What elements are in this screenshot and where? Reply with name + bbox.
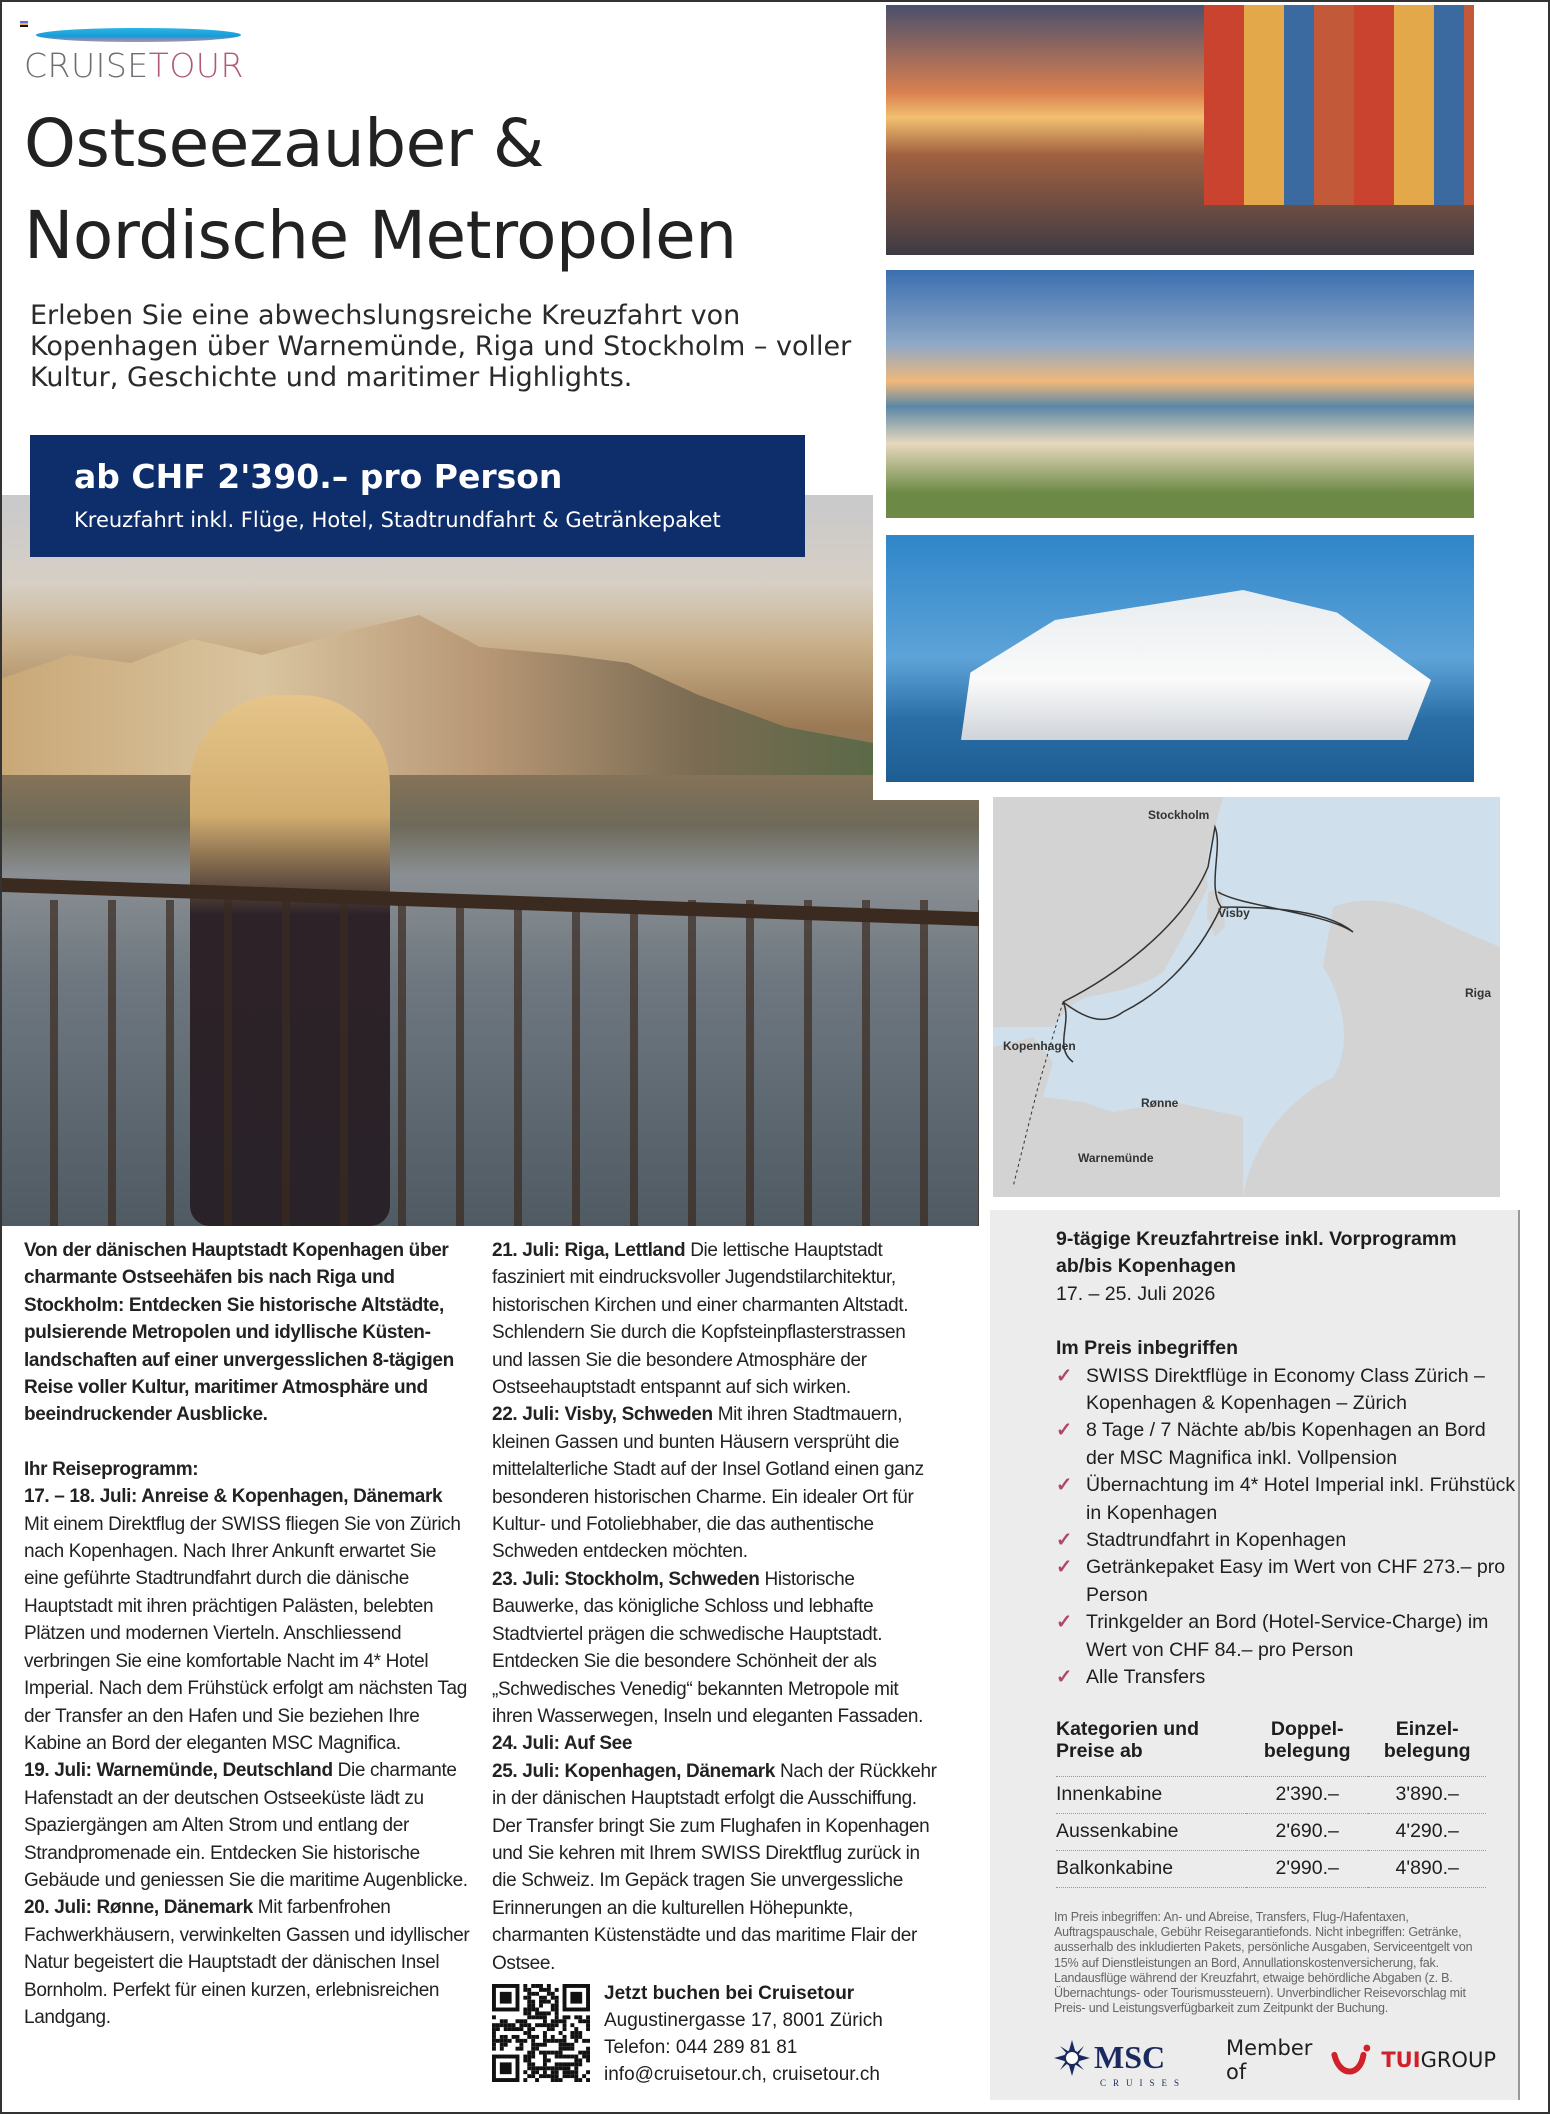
day-text: Mit farbenfrohen Fachwerkhäusern, verwinkelten Gassen und idyllischer Natur begeistert die Hauptstadt der dänischen Insel Bornholm. Perfekt für einen kurzen, erlebnisreichen Landgang.: [24, 1897, 470, 2028]
table-row: [1056, 1813, 1486, 1850]
map-label-ronne: Rønne: [1141, 1096, 1179, 1110]
included-item: ✓ SWISS Direktflüge in Economy Class Zürich – Kopenhagen & Kopenhagen – Zürich: [1056, 1364, 1485, 1415]
booking-contact[interactable]: info@cruisetour.ch, cruisetour.ch: [604, 2064, 880, 2085]
colorful-houses: [1204, 5, 1474, 205]
land-sweden: [993, 797, 1223, 1027]
map-label-warnemuende: Warnemünde: [1078, 1151, 1154, 1165]
city-skyline: [0, 615, 873, 775]
map-label-stockholm: Stockholm: [1148, 808, 1210, 822]
day-title: 22. Juli: Visby, Schweden: [492, 1404, 713, 1426]
map-label-visby: Visby: [1218, 906, 1250, 920]
trip-title-2: ab/bis Kopenhagen: [1056, 1255, 1236, 1278]
cabin-category: Balkonkabine: [1056, 1850, 1246, 1887]
checkmark-icon: ✓: [1056, 1529, 1073, 1552]
map-label-kopenhagen: Kopenhagen: [1003, 1039, 1076, 1053]
tui-wordmark: TUI: [1381, 2048, 1421, 2072]
day-entry: [492, 1730, 940, 1757]
day-text: Die charmante Hafenstadt an der deutschen Ostseeküste lädt zu Spaziergängen am Alten Strom und entlang der Strandpromenade ein. Entdecken Sie historische Gebäude und geniessen Sie die maritime Augenblicke.: [24, 1760, 468, 1891]
checkmark-icon: ✓: [1056, 1419, 1073, 1442]
included-item: ✓ Übernachtung im 4* Hotel Imperial inkl. Frühstück in Kopenhagen: [1056, 1474, 1516, 1524]
booking-heading: Jetzt buchen bei Cruisetour: [604, 1983, 855, 2004]
price-banner: [30, 435, 805, 557]
railing: [0, 900, 979, 1226]
checkmark-icon: ✓: [1056, 1556, 1073, 1579]
qr-code[interactable]: [492, 1984, 590, 2082]
included-item: ✓ Alle Transfers: [1056, 1664, 1518, 1691]
booking-address: Augustinergasse 17, 8001 Zürich: [604, 2010, 883, 2031]
ship-shape: [961, 590, 1431, 740]
checkmark-icon: ✓: [1056, 1611, 1073, 1634]
logo-word-cruise: CRUISE: [24, 46, 149, 85]
title-line-2: Nordische Metropolen: [24, 197, 737, 274]
day-title: 25. Juli: Kopenhagen, Dänemark: [492, 1760, 776, 1782]
lead-text: Von der dänischen Hauptstadt Kopenhagen über charmante Ostseehäfen bis nach Riga und Stockholm: Entdecken Sie historische Altstädte, pulsierende Metropolen und idyllische Küstenlandschaften auf einer unvergesslichen 8-tägigen Reise voller Kultur, maritimer Atmosphäre und beeindruckender Ausblicke.: [24, 1240, 454, 1426]
cabin-category: Aussenkabine: [1056, 1813, 1246, 1850]
day-text: Mit ihren Stadtmauern, kleinen Gassen und bunten Häusern versprüht die mittelalterliche Stadt auf der Insel Gotland einen ganz besonderen historischen Charme. Ein idealer Ort für Kultur- und Fotoliebhaber, die das authentische Schweden entdecken möchten.: [492, 1404, 924, 1563]
price-single: 4'890.–: [1368, 1850, 1486, 1887]
day-text: Nach der Rückkehr in der dänischen Hauptstadt erfolgt die Ausschiffung. Der Transfer bringt Sie zum Flughafen in Kopenhagen und Sie kehren mit Ihrem SWISS Direktflug zurück in die Schweiz. Im Gepäck tragen Sie unvergessliche Erinnerungen an die kulturellen Höhepunkte, charmanten Küstenstädte und das maritime Flair der Ostsee.: [492, 1760, 937, 1974]
page-title: [24, 98, 737, 282]
price-double: 2'690.–: [1246, 1813, 1368, 1850]
day-title: 19. Juli: Warnemünde, Deutschland: [24, 1760, 333, 1782]
tui-group-logo: [1226, 2036, 1496, 2084]
price-single: 3'890.–: [1368, 1776, 1486, 1813]
land-baltics: [1243, 901, 1500, 1197]
group-wordmark: GROUP: [1420, 2048, 1496, 2072]
day-text: Mit einem Direktflug der SWISS fliegen Sie von Zürich nach Kopenhagen. Nach Ihrer Ankunft erwartet Sie eine geführte Stadtrundfahrt durch die dänische Hauptstadt mit ihren prächtigen Palästen, belebten Plätzen und modernen Vierteln. Anschliessend verbringen Sie eine komfortable Nacht im 4* Hotel Imperial. Nach dem Frühstück erfolgt am nächsten Tag der Transfer an den Hafen und Sie beziehen Ihre Kabine an Bord der eleganten MSC Magnifica.: [24, 1513, 467, 1754]
day-text: Die lettische Hauptstadt fasziniert mit eindrucksvoller Jugendstilarchitektur, historischen Kirchen und einer charmanten Altstadt. Schlendern Sie durch die Kopfsteinpflasterstrassen und lassen Sie die besondere Atmosphäre der Ostseehauptstadt entspannt auf sich wirken.: [492, 1240, 909, 1399]
header-double: Doppel-belegung: [1263, 1717, 1351, 1762]
tui-smile-icon: [1331, 2040, 1374, 2080]
text-column-1: [24, 1237, 472, 2031]
day-entry: [24, 1483, 472, 1757]
header-single: Einzel-belegung: [1383, 1717, 1471, 1762]
msc-sub: CRUISES: [1100, 2078, 1187, 2088]
day-entry: [492, 1237, 940, 1401]
checkmark-icon: ✓: [1056, 1666, 1073, 1689]
program-heading: Ihr Reiseprogramm:: [24, 1458, 199, 1480]
included-list: [1056, 1363, 1518, 1692]
route-map: [993, 797, 1500, 1197]
included-item: ✓ Trinkgelder an Bord (Hotel-Service-Charge) im Wert von CHF 84.– pro Person: [1056, 1611, 1489, 1661]
checkmark-icon: ✓: [1056, 1474, 1073, 1497]
stockholm-photo: [0, 495, 979, 1226]
fine-print: Im Preis inbegriffen: An- und Abreise, Transfers, Flug-/Hafentaxen, Auftragspauschale, Gebühr Reisegarantiefonds. Nicht inbegriffen: Getränke, ausserhalb des inkludierten Pakets, persönliche Ausgaben, Serviceentgelt von 15% auf Dienstleistungen an Bord, Annullationskostenversicherung, fak. Landausflüge während der Kreuzfahrt, etwaige behördliche Abgaben (z. B. Übernachtungs- oder Tourismussteuern). Unverbindlicher Reisevorschlag mit Preis- und Leistungsverfügbarkeit zum Zeitpunkt der Buchung.: [1054, 1910, 1473, 2016]
logo-wordmark: [24, 46, 244, 85]
day-title: 17. – 18. Juli: Anreise & Kopenhagen, Dänemark: [24, 1486, 443, 1508]
beach-photo: [886, 270, 1474, 518]
title-line-1: Ostseezauber &: [24, 105, 544, 182]
included-item: ✓ Stadtrundfahrt in Kopenhagen: [1056, 1527, 1518, 1554]
included-heading: Im Preis inbegriffen: [1056, 1337, 1239, 1360]
msc-cruises-logo: [1052, 2036, 1192, 2090]
msc-wordmark: MSC: [1094, 2039, 1166, 2075]
intro-text: Erleben Sie eine abwechslungsreiche Kreuzfahrt von Kopenhagen über Warnemünde, Riga und Stockholm – voller Kultur, Geschichte und maritimer Highlights.: [30, 300, 852, 393]
trip-dates: 17. – 25. Juli 2026: [1056, 1282, 1216, 1305]
member-of-label: Member of: [1226, 2036, 1313, 2084]
price-table: [1056, 1718, 1486, 1888]
price-double: 2'390.–: [1246, 1776, 1368, 1813]
day-title: 23. Juli: Stockholm, Schweden: [492, 1568, 760, 1590]
compass-icon: [1054, 2040, 1090, 2076]
table-row: [1056, 1776, 1486, 1813]
header-category: Kategorien und Preise ab: [1056, 1717, 1200, 1762]
included-item: ✓ Getränkepaket Easy im Wert von CHF 273.– pro Person: [1056, 1556, 1506, 1606]
price-single: 4'290.–: [1368, 1813, 1486, 1850]
land-denmark-germany: [993, 1037, 1243, 1197]
cruisetour-logo: [24, 24, 254, 84]
day-entry: [24, 1757, 472, 1894]
booking-phone[interactable]: Telefon: 044 289 81 81: [604, 2037, 798, 2058]
day-title: 20. Juli: Rønne, Dänemark: [24, 1897, 253, 1919]
map-label-riga: Riga: [1465, 986, 1492, 1000]
booking-info: [492, 1980, 932, 2085]
trip-title: 9-tägige Kreuzfahrtreise inkl. Vorprogramm: [1056, 1228, 1457, 1250]
price-double: 2'990.–: [1246, 1850, 1368, 1887]
cabin-category: Innenkabine: [1056, 1776, 1246, 1813]
table-row: [1056, 1850, 1486, 1887]
cruise-ship-photo: [886, 535, 1474, 782]
logo-wave: [35, 28, 242, 42]
price-subline: Kreuzfahrt inkl. Flüge, Hotel, Stadtrundfahrt & Getränkepaket: [74, 508, 721, 532]
checkmark-icon: ✓: [1056, 1364, 1073, 1387]
day-entry: [492, 1401, 940, 1565]
day-title: 24. Juli: Auf See: [492, 1733, 633, 1755]
copenhagen-nyhavn-photo: [886, 5, 1474, 255]
day-entry: [24, 1894, 472, 2031]
text-column-2: [492, 1237, 940, 1977]
day-entry: [492, 1758, 940, 1977]
day-entry: [492, 1566, 940, 1730]
price-headline: ab CHF 2'390.– pro Person: [74, 457, 563, 496]
included-item: ✓ 8 Tage / 7 Nächte ab/bis Kopenhagen an Bord der MSC Magnifica inkl. Vollpension: [1056, 1419, 1486, 1469]
logo-word-tour: TOUR: [148, 46, 244, 85]
day-text: Historische Bauwerke, das königliche Schloss und lebhafte Stadtviertel prägen die schwedische Hauptstadt. Entdecken Sie die besondere Schönheit der als „Schwedisches Venedig“ bekannten Metropole mit ihren Wasserwegen, Inseln und eleganten Fassaden.: [492, 1568, 924, 1727]
day-title: 21. Juli: Riga, Lettland: [492, 1240, 686, 1261]
